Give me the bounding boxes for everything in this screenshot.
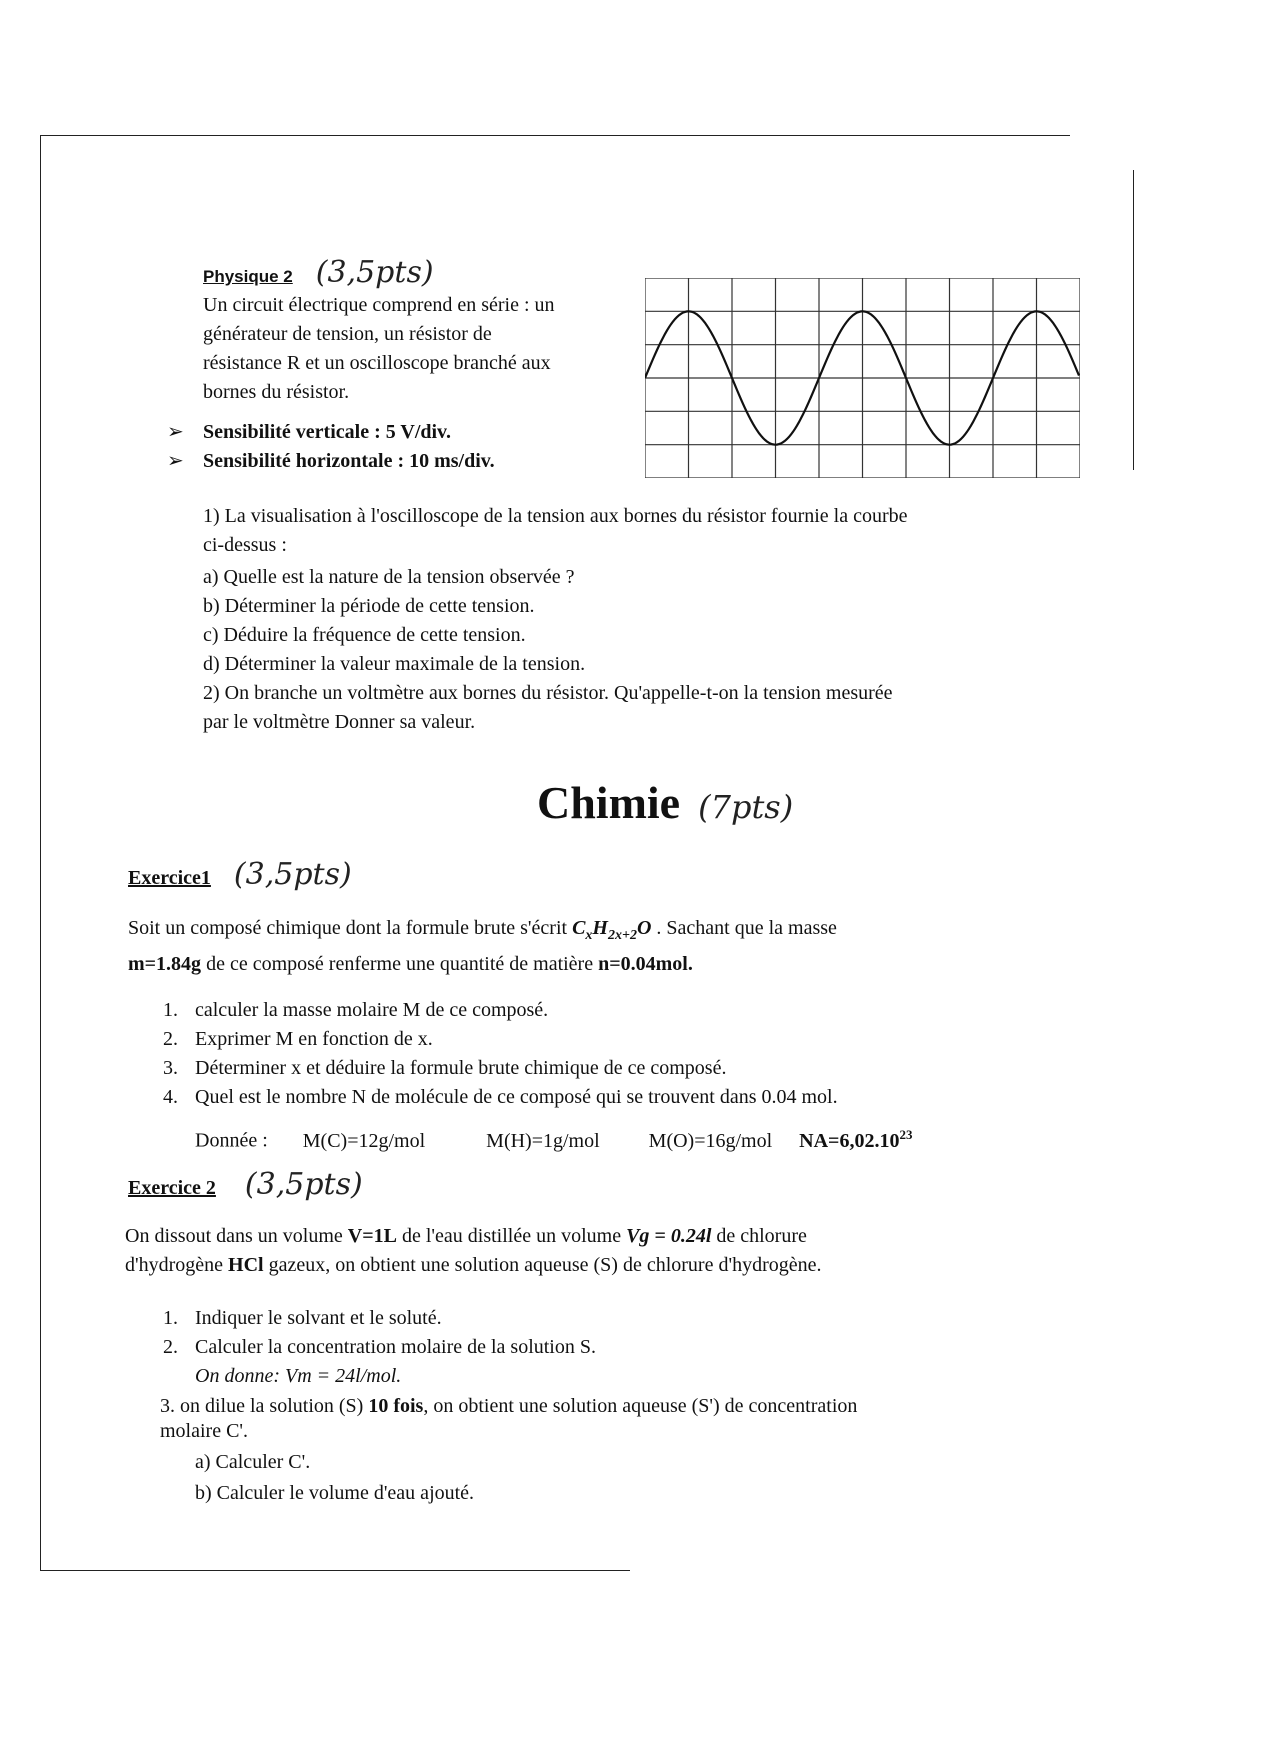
ex1-data-row: [195, 1120, 912, 1156]
ex2-hcl: HCl: [228, 1254, 264, 1276]
physique-questions: [203, 502, 908, 737]
data-mo: M(O)=16g/mol: [648, 1129, 773, 1152]
data-label: Donnée :: [195, 1129, 268, 1152]
intro-line: bornes du résistor.: [203, 381, 350, 403]
ex1-points: (3,5pts): [233, 857, 352, 892]
list-text: Exprimer M en fonction de x.: [195, 1028, 433, 1050]
ex1-statement-text: Soit un composé chimique dont la formule brute s'écrit: [128, 917, 573, 939]
list-text: Indiquer le solvant et le soluté.: [195, 1307, 442, 1329]
question-1-line: 1) La visualisation à l'oscilloscope de la tension aux bornes du résistor fournie la courbe: [203, 505, 908, 527]
ex2-volume: V=1L: [347, 1225, 397, 1247]
question-1-line: ci-dessus :: [203, 534, 287, 556]
list-number: 3.: [163, 1057, 178, 1079]
subquestion-b: b) Calculer le volume d'eau ajouté.: [195, 1482, 475, 1504]
ex2-item3: [160, 1392, 857, 1441]
ex2-list: [163, 1304, 596, 1391]
subquestion-a: a) Calculer C'.: [195, 1451, 311, 1473]
formula: [572, 917, 652, 943]
data-mh: M(H)=1g/mol: [486, 1129, 600, 1152]
list-number: 4.: [163, 1086, 178, 1108]
sensitivity-horizontal: Sensibilité horizontale : 10 ms/div.: [203, 450, 495, 472]
arrow-bullet-icon: ➢: [167, 450, 184, 472]
arrow-bullet-icon: ➢: [167, 421, 184, 443]
ex2-statement: [125, 1222, 821, 1280]
ex2-statement-text: On dissout dans un volume: [125, 1225, 348, 1247]
given-value: On donne: Vm = 24l/mol.: [195, 1365, 402, 1387]
intro-line: générateur de tension, un résistor de: [203, 323, 492, 345]
formula-h: H: [592, 917, 608, 939]
data-mc: M(C)=12g/mol: [302, 1129, 426, 1152]
frame-right-line: [1133, 170, 1134, 470]
ex2-title: Exercice 2: [128, 1177, 216, 1199]
list-item: [163, 1333, 596, 1362]
data-na: NA=6,02.10: [799, 1129, 900, 1152]
ex2-item3-text: 3. on dilue la solution (S): [160, 1395, 369, 1417]
sensitivity-vertical: Sensibilité verticale : 5 V/div.: [203, 421, 451, 443]
chimie-title: Chimie: [537, 777, 681, 828]
chimie-heading: [537, 776, 793, 829]
ex1-mass: m=1.84g: [128, 953, 202, 975]
question-c: c) Déduire la fréquence de cette tension.: [203, 624, 526, 646]
list-text: calculer la masse molaire M de ce composé.: [195, 999, 549, 1021]
question-b: b) Déterminer la période de cette tension.: [203, 595, 535, 617]
oscilloscope-grid: [645, 278, 1080, 478]
intro-line: résistance R et un oscilloscope branché aux: [203, 352, 551, 374]
ex1-statement-text: de ce composé renferme une quantité de matière: [201, 953, 599, 975]
formula-h-sub: 2x+2: [607, 928, 637, 943]
physique-points: (3,5pts): [315, 255, 434, 290]
ex2-statement-text: d'hydrogène: [125, 1254, 229, 1276]
list-text: Calculer la concentration molaire de la solution S.: [195, 1336, 596, 1358]
physique-title: Physique 2: [203, 267, 293, 286]
ex1-statement: [128, 914, 837, 979]
list-item: [163, 1304, 596, 1333]
physique-bullets: [167, 418, 495, 476]
ex2-item3-text: , on obtient une solution aqueuse (S') de concentration: [423, 1395, 858, 1417]
frame-bottom-line: [40, 1570, 630, 1571]
frame-left-line: [40, 135, 41, 1570]
question-2-line: 2) On branche un voltmètre aux bornes du résistor. Qu'appelle-t-on la tension mesurée: [203, 682, 893, 704]
frame-top-line: [40, 135, 1070, 136]
ex2-item3-text: molaire C'.: [160, 1420, 249, 1442]
question-d: d) Déterminer la valeur maximale de la tension.: [203, 653, 586, 675]
list-item: [163, 996, 838, 1025]
physique-header: [203, 255, 434, 291]
ex2-points: (3,5pts): [244, 1167, 363, 1202]
question-a: a) Quelle est la nature de la tension observée ?: [203, 566, 575, 588]
question-2-line: par le voltmètre Donner sa valeur.: [203, 711, 476, 733]
formula-c: C: [572, 917, 586, 939]
list-item: [163, 1083, 838, 1112]
ex2-statement-text: de chlorure: [711, 1225, 807, 1247]
list-number: 2.: [163, 1028, 178, 1050]
physique-intro: [203, 291, 555, 407]
data-na-exponent: 23: [899, 1127, 913, 1142]
list-number: 2.: [163, 1336, 178, 1358]
list-number: 1.: [163, 1307, 178, 1329]
list-item: [163, 1054, 838, 1083]
ex2-header: [128, 1167, 363, 1203]
intro-line: Un circuit électrique comprend en série : un: [203, 294, 555, 316]
ex2-subquestions: [195, 1448, 474, 1508]
formula-x: x: [585, 928, 593, 943]
formula-o: O: [636, 917, 652, 939]
list-text: Quel est le nombre N de molécule de ce composé qui se trouvent dans 0.04 mol.: [195, 1086, 838, 1108]
chimie-points: (7pts): [698, 788, 794, 826]
ex1-quantity: n=0.04mol.: [598, 953, 693, 975]
list-text: Déterminer x et déduire la formule brute chimique de ce composé.: [195, 1057, 727, 1079]
ex2-statement-text: gazeux, on obtient une solution aqueuse (S) de chlorure d'hydrogène.: [263, 1254, 822, 1276]
ex1-statement-text: . Sachant que la masse: [651, 917, 837, 939]
ex2-statement-text: de l'eau distillée un volume: [396, 1225, 627, 1247]
ex2-dilution-factor: 10 fois: [368, 1395, 424, 1417]
ex1-list: [163, 996, 838, 1112]
ex2-gas-volume: Vg = 0.24l: [626, 1225, 712, 1247]
ex1-title: Exercice1: [128, 867, 211, 889]
list-number: 1.: [163, 999, 178, 1021]
list-item: [163, 1025, 838, 1054]
ex1-header: [128, 857, 352, 893]
oscilloscope-screen: [645, 278, 1080, 478]
